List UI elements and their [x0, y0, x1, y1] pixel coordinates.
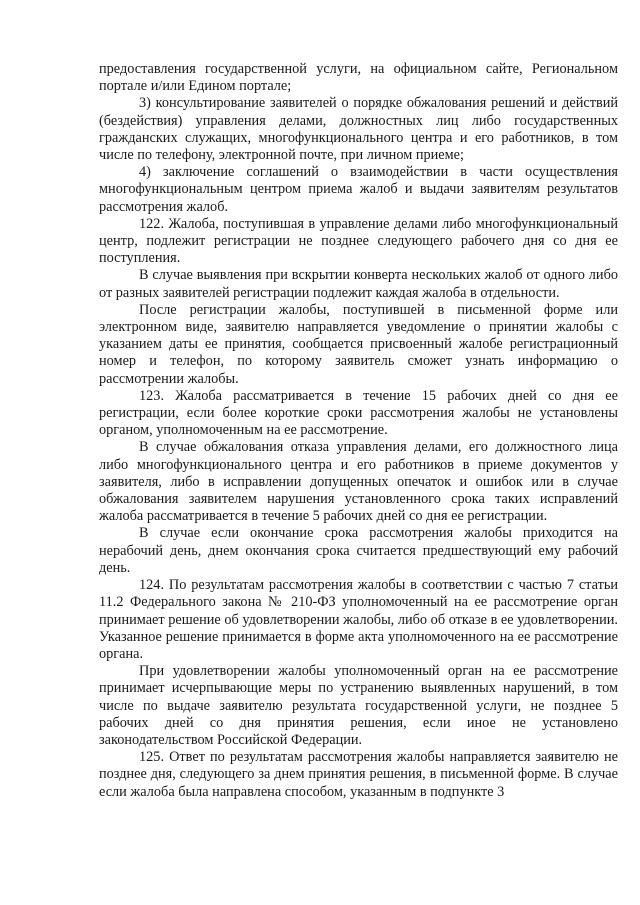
paragraph-continuation: предоставления государственной услуги, на официальном сайте, Региональном портале и/или Едином портале; [99, 61, 618, 95]
paragraph-122-notification: После регистрации жалобы, поступившей в письменной форме или электронном виде, заявителю направляется уведомление о принятии жалобы с указанием даты ее принятия, сообщается присвоенный жалобе регистрационный номер и телефон, по которому заявитель сможет узнать информацию о рассмотрении жалобы. [99, 301, 618, 387]
paragraph-item-3: 3) консультирование заявителей о порядке обжалования решений и действий (бездействия) управления делами, должностных лиц либо государственных гражданских служащих, многофункционального центра и его работников, в том числе по телефону, электронной почте, при личном приеме; [99, 95, 618, 164]
document-page [99, 61, 618, 801]
paragraph-124-satisfaction: При удовлетворении жалобы уполномоченный орган на ее рассмотрение принимает исчерпывающие меры по устранению выявленных нарушений, в том числе по выдаче заявителю результата государственной услуги, не позднее 5 рабочих дней со дня принятия решения, если иное не установлено законодательством Российской Федерации. [99, 663, 618, 748]
paragraph-125: 125. Ответ по результатам рассмотрения жалобы направляется заявителю не позднее дня, следующего за днем принятия решения, в письменной форме. В случае если жалоба была направлена способом, указанным в подпункте 3 [99, 749, 618, 800]
paragraph-122-envelope: В случае выявления при вскрытии конверта нескольких жалоб от одного либо от разных заявителей регистрации подлежит каждая жалоба в отдельности. [99, 267, 618, 301]
paragraph-124: 124. По результатам рассмотрения жалобы в соответствии с частью 7 статьи 11.2 Федерального закона № 210-ФЗ уполномоченный на ее рассмотрение орган принимает решение об удовлетворении жалобы, либо об отказе в ее удовлетворении. Указанное решение принимается в форме акта уполномоченного на ее рассмотрение органа. [99, 577, 618, 662]
paragraph-item-4: 4) заключение соглашений о взаимодействии в части осуществления многофункциональным центром приема жалоб и выдачи заявителям результатов рассмотрения жалоб. [99, 164, 618, 215]
paragraph-123-refusal: В случае обжалования отказа управления делами, его должностного лица либо многофункционального центра и его работников в приеме документов у заявителя, либо в исправлении допущенных опечаток и ошибок или в случае обжалования заявителем нарушения установленного срока таких исправлений жалоба рассматривается в течение 5 рабочих дней со дня ее регистрации. [99, 439, 618, 525]
paragraph-123: 123. Жалоба рассматривается в течение 15 рабочих дней со дня ее регистрации, если более короткие сроки рассмотрения жалобы не установлены органом, уполномоченным на ее рассмотрение. [99, 387, 618, 439]
paragraph-122: 122. Жалоба, поступившая в управление делами либо многофункциональный центр, подлежит регистрации не позднее следующего рабочего дня со дня ее поступления. [99, 215, 618, 267]
paragraph-123-nonworking-day: В случае если окончание срока рассмотрения жалобы приходится на нерабочий день, днем окончания срока считается предшествующий ему рабочий день. [99, 525, 618, 576]
